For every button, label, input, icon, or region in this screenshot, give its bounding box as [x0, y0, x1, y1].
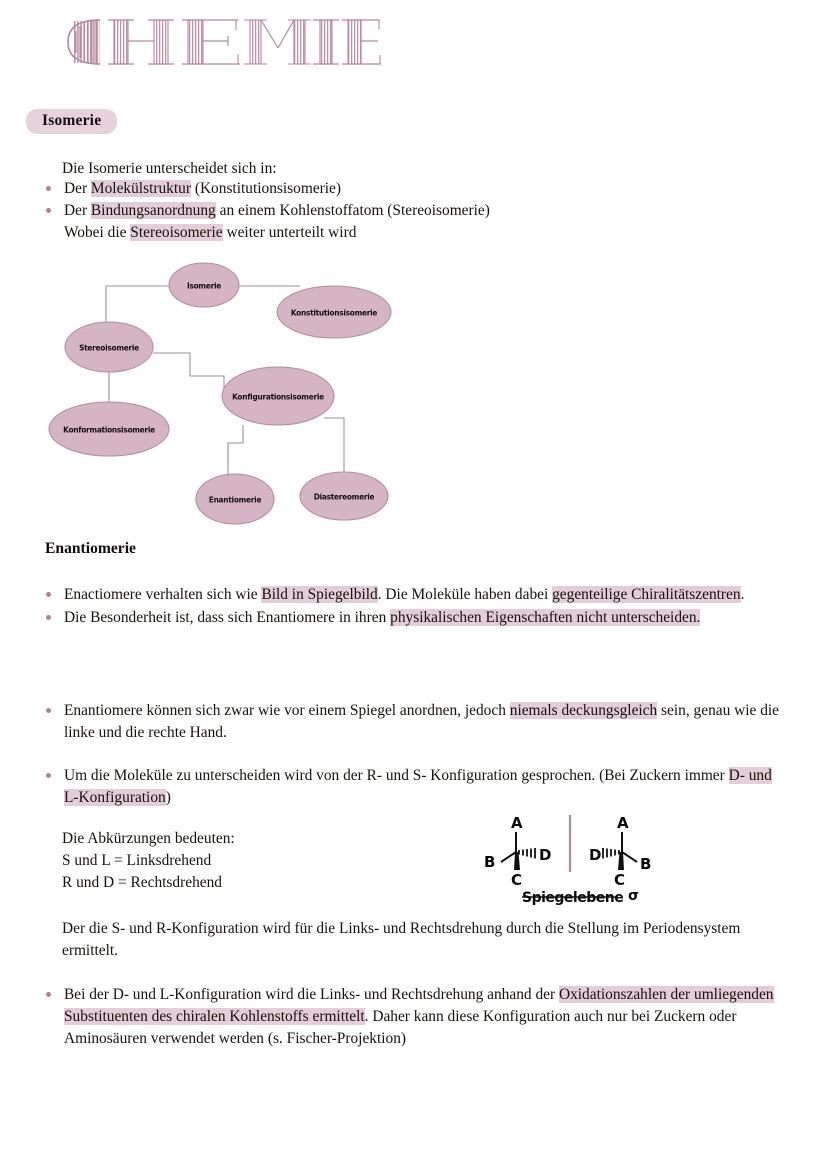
bullet-text-highlight: Bindungsanordnung: [90, 201, 216, 219]
list-item: [44, 584, 789, 606]
text-segment: Bei der D- und L-Konfiguration wird die Links- und Rechtsdrehung anhand der: [64, 986, 559, 1003]
diagram-node-label: Diastereomerie: [313, 491, 375, 502]
left-structure: [484, 814, 551, 889]
enantiomerie-bullet-oxidationszahlen: [44, 984, 796, 1051]
bold-wedge-down-left: [514, 852, 520, 870]
list-item: [44, 607, 789, 629]
enantiomerie-bullet-mirror: [44, 700, 796, 745]
bullet-continuation-post: weiter unterteilt wird: [222, 223, 357, 241]
isomerie-bullet-list: [44, 178, 764, 244]
bullet-text-post: an einem Kohlenstoffatom (Stereoisomerie): [215, 201, 490, 219]
atom-label-c-right: C: [614, 871, 626, 889]
text-segment: Um die Moleküle zu unterscheiden wird von der R- und S- Konfiguration gesprochen. (Bei Zuckern immer: [64, 767, 729, 784]
bullet-continuation-highlight: Stereoisomerie: [130, 223, 223, 241]
list-item: [44, 200, 764, 244]
list-item: [44, 700, 796, 744]
text-segment: Enactiomere verhalten sich wie: [64, 586, 262, 603]
hashed-wedge-right-left: [519, 848, 535, 859]
text-highlight: niemals deckungsgleich: [509, 702, 658, 719]
atom-label-a-right: A: [617, 814, 629, 832]
bond-left-b: [501, 852, 516, 862]
text-segment: ): [165, 788, 171, 806]
abbreviations-line-1: S und L = Linksdrehend: [62, 851, 212, 869]
atom-label-b-right: B: [640, 855, 652, 873]
mirror-plane-symbol: σ: [628, 888, 639, 904]
edge-isomerie-stereoisomerie: [106, 286, 169, 322]
diagram-node-label: Konfigurationsisomerie: [232, 391, 324, 402]
section-heading-enantiomerie: Enantiomerie: [45, 540, 136, 557]
section-heading-isomerie: Isomerie: [26, 109, 117, 134]
list-item: [44, 178, 764, 200]
text-segment: Die Besonderheit ist, dass sich Enantiomere in ihren: [64, 608, 391, 626]
bond-right-b: [622, 852, 637, 862]
atom-label-d-right: D: [589, 846, 602, 864]
text-segment: . Die Moleküle haben dabei: [377, 586, 553, 603]
diagram-node-label: Stereoisomerie: [79, 342, 139, 353]
text-segment: .: [740, 586, 745, 603]
page-title-artwork: [42, 8, 382, 80]
hashed-wedge-left-right: [603, 848, 619, 859]
abbreviations-block: [62, 828, 462, 894]
atom-label-c-left: C: [511, 871, 523, 889]
bullet-text-highlight: Molekülstruktur: [90, 180, 191, 197]
mirror-plane-caption: Spiegelebene: [522, 890, 624, 906]
text-highlight: Oxidationszahlen der umliegenden Substituenten des chiralen Kohlenstoffs ermittelt: [64, 986, 774, 1025]
isomerie-hierarchy-diagram: [38, 258, 458, 540]
diagram-node-label: Konformationsisomerie: [63, 424, 155, 435]
abbreviations-line-2: R und D = Rechtsdrehend: [62, 873, 222, 891]
bullet-text-pre: Der: [64, 201, 91, 219]
atom-label-b-left: B: [484, 853, 496, 871]
diagram-node-label: Enantiomerie: [208, 494, 262, 505]
bullet-continuation-pre: Wobei die: [64, 223, 131, 241]
text-highlight: gegenteilige Chiralitätszentren: [552, 586, 741, 603]
text-highlight: physikalischen Eigenschaften nicht unterscheiden.: [390, 608, 701, 626]
isomerie-intro-line: Die Isomerie unterscheidet sich in:: [62, 160, 277, 177]
enantiomerie-bullets-group-1: [44, 584, 789, 630]
paragraph-periodensystem: Der die S- und R-Konfiguration wird für die Links- und Rechtsdrehung durch die Stellung im Periodensystem ermittelt.: [62, 920, 741, 959]
bullet-text-pre: Der: [64, 180, 91, 197]
abbreviations-intro: Die Abkürzungen bedeuten:: [62, 830, 235, 847]
enantiomer-mirror-figure: [470, 812, 675, 917]
diagram-node-label: Isomerie: [186, 280, 222, 291]
list-item: [44, 984, 796, 1050]
text-highlight: D- und L-Konfiguration: [64, 767, 772, 806]
text-highlight: Bild in Spiegelbild: [261, 586, 378, 603]
list-item: [44, 765, 789, 809]
text-segment: . Daher kann diese Konfiguration auch nur bei Zuckern oder Aminosäuren verwendet werden (s. Fischer-Projektion): [64, 1007, 737, 1047]
diagram-node-label: Konstitutionsisomerie: [290, 307, 378, 318]
text-segment: sein, genau wie die linke und die rechte Hand.: [64, 702, 780, 741]
enantiomerie-bullet-konfiguration: [44, 765, 789, 810]
atom-label-d-left: D: [539, 846, 552, 864]
right-structure: [589, 814, 651, 889]
bold-wedge-down-right: [618, 852, 624, 870]
edge-stereoisomerie-konfigurationsisomerie: [153, 353, 224, 389]
bullet-text-post: (Konstitutionsisomerie): [190, 180, 342, 197]
edge-konfigurationsisomerie-diastereomerie: [324, 418, 344, 472]
text-segment: Enantiomere können sich zwar wie vor einem Spiegel anordnen, jedoch: [64, 702, 510, 719]
edge-konfigurationsisomerie-enantiomerie: [228, 425, 243, 474]
atom-label-a-left: A: [511, 814, 523, 832]
